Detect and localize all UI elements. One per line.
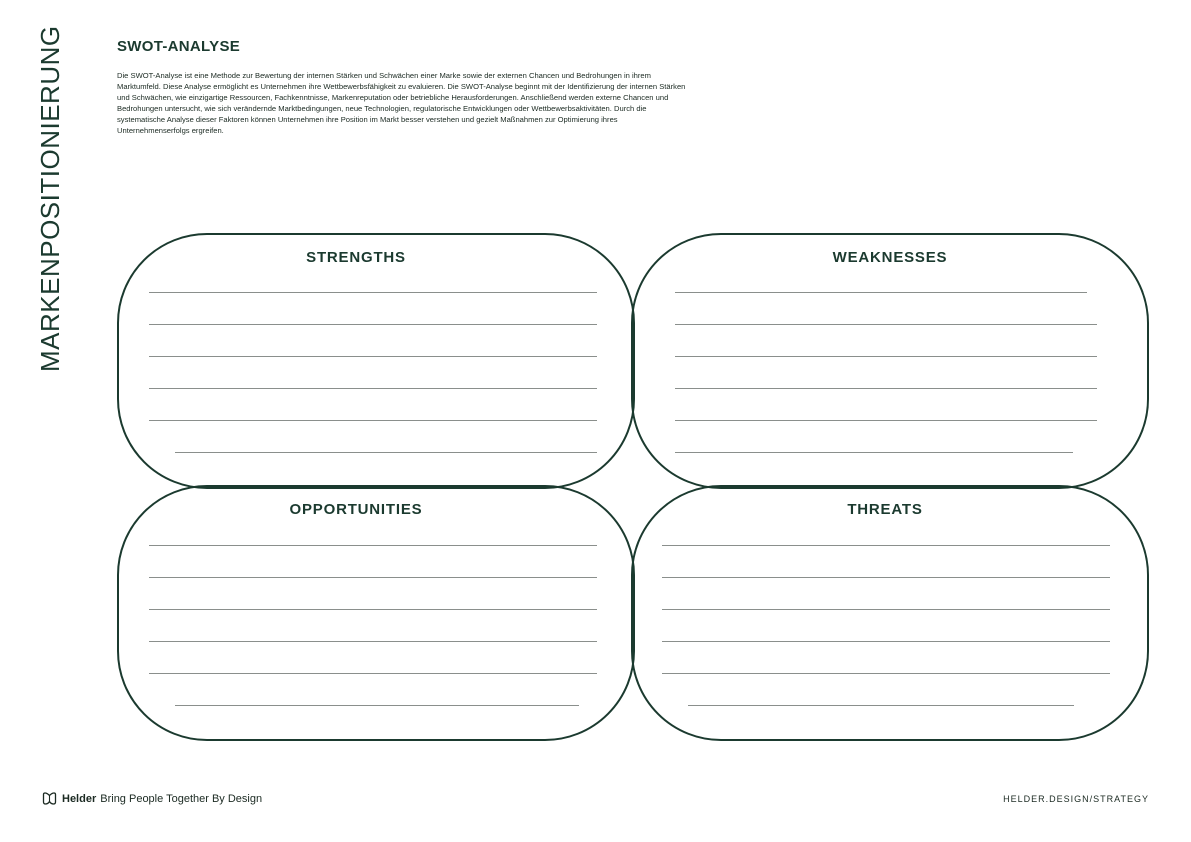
- strengths-line[interactable]: [149, 356, 597, 357]
- threats-line[interactable]: [662, 545, 1110, 546]
- strengths-line[interactable]: [149, 420, 597, 421]
- threats-line[interactable]: [662, 641, 1110, 642]
- helder-logo-icon: [42, 792, 57, 805]
- strengths-title: STRENGTHS: [306, 249, 406, 266]
- weaknesses-box: [631, 233, 1149, 489]
- strengths-line[interactable]: [149, 388, 597, 389]
- opportunities-line[interactable]: [149, 577, 597, 578]
- footer-url[interactable]: HELDER.DESIGN/STRATEGY: [1003, 794, 1149, 804]
- opportunities-title: OPPORTUNITIES: [289, 501, 423, 518]
- opportunities-line[interactable]: [149, 641, 597, 642]
- weaknesses-line[interactable]: [675, 292, 1087, 293]
- side-title: MARKENPOSITIONIERUNG: [35, 25, 65, 372]
- strengths-line[interactable]: [175, 452, 597, 453]
- footer-brand: [42, 792, 262, 805]
- weaknesses-line[interactable]: [675, 356, 1097, 357]
- weaknesses-title: WEAKNESSES: [832, 249, 948, 266]
- page-title: SWOT-ANALYSE: [117, 38, 241, 55]
- threats-title: THREATS: [847, 501, 923, 518]
- weaknesses-line[interactable]: [675, 324, 1097, 325]
- opportunities-line[interactable]: [149, 609, 597, 610]
- threats-box: [631, 485, 1149, 741]
- opportunities-box: [117, 485, 635, 741]
- brand-tagline: Bring People Together By Design: [100, 792, 263, 805]
- opportunities-line[interactable]: [149, 673, 597, 674]
- threats-line[interactable]: [662, 673, 1110, 674]
- intro-paragraph: Die SWOT-Analyse ist eine Methode zur Bewertung der internen Stärken und Schwächen einer Marke sowie der externen Chancen und Bedrohungen in ihrem Marktumfeld. Diese Analyse ermöglicht es Unternehmen ihre Wettbewerbsfähigkeit zu evaluieren. Die SWOT-Analyse beginnt mit der Identifizierung der internen Stärken und Schwächen, wie einzigartige Ressourcen, Fachkenntnisse, Markenreputation oder betriebliche Herausforderungen. Anschließend werden externe Chancen und Bedrohungen untersucht, wie sich verändernde Marktbedingungen, neue Technologien, regulatorische Entwicklungen oder Wettbewerbsaktivitäten. Durch die systematische Analyse dieser Faktoren können Unternehmen ihre Position im Markt besser verstehen und gezielt Maßnahmen zur Optimierung ihres Unternehmenserfolgs ergreifen.: [117, 71, 686, 135]
- weaknesses-line[interactable]: [675, 420, 1097, 421]
- threats-line[interactable]: [688, 705, 1074, 706]
- weaknesses-line[interactable]: [675, 388, 1097, 389]
- opportunities-line[interactable]: [175, 705, 579, 706]
- strengths-box: [117, 233, 635, 489]
- strengths-line[interactable]: [149, 292, 597, 293]
- threats-line[interactable]: [662, 577, 1110, 578]
- threats-line[interactable]: [662, 609, 1110, 610]
- strengths-line[interactable]: [149, 324, 597, 325]
- brand-name: Helder: [62, 792, 97, 805]
- opportunities-line[interactable]: [149, 545, 597, 546]
- weaknesses-line[interactable]: [675, 452, 1073, 453]
